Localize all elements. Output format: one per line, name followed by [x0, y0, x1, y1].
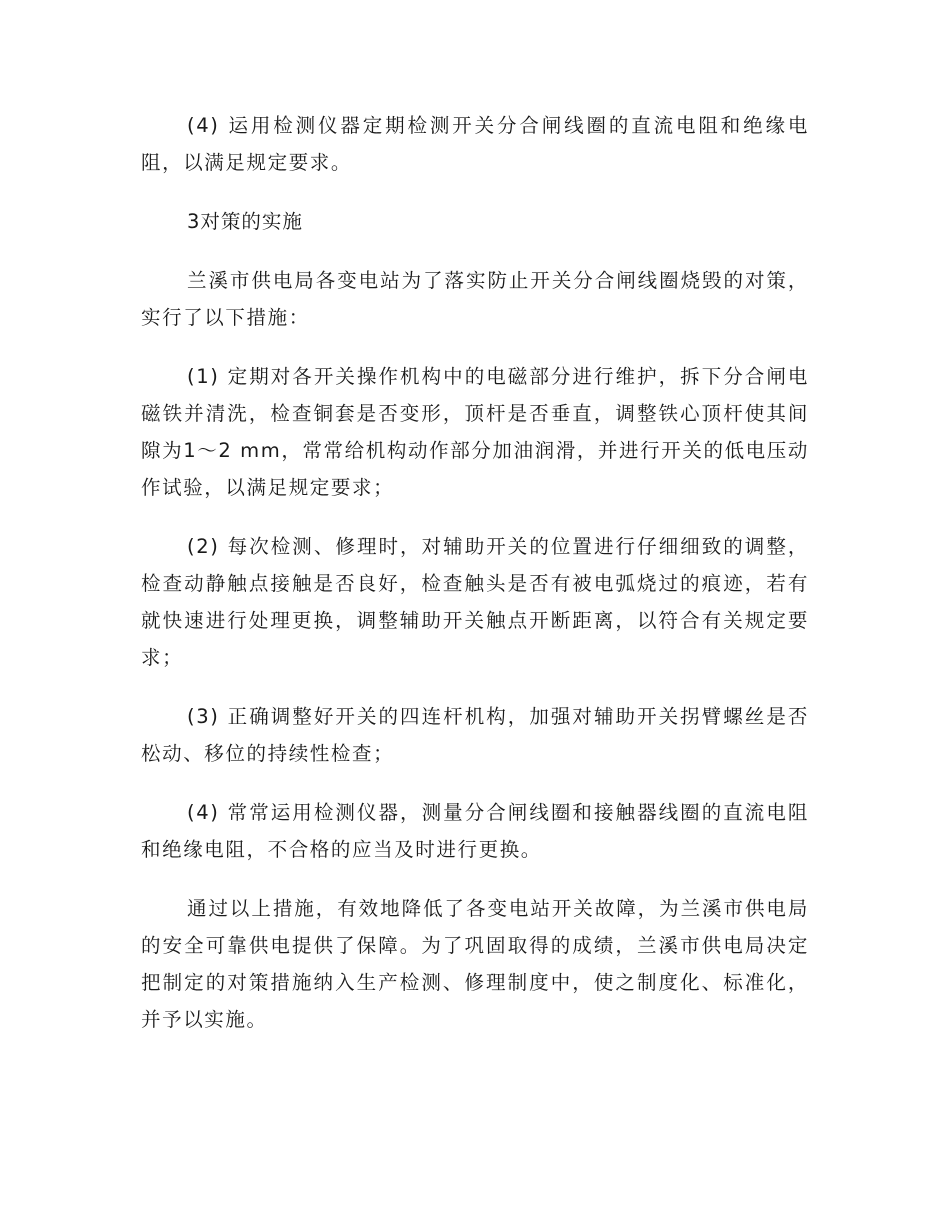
section-heading: 3对策的实施	[187, 210, 303, 233]
paragraph-step-3: (3) 正确调整好开关的四连杆机构，加强对辅助开关拐臂螺丝是否松动、移位的持续性检查；	[141, 705, 809, 765]
paragraph-conclusion: 通过以上措施，有效地降低了各变电站开关故障，为兰溪市供电局的安全可靠供电提供了保障。为了巩固取得的成绩，兰溪市供电局决定把制定的对策措施纳入生产检测、修理制度中，使之制度化、标准化，并予以实施。	[141, 897, 809, 1031]
document-body	[141, 107, 809, 1060]
paragraph-measure-4: (4) 运用检测仪器定期检测开关分合闸线圈的直流电阻和绝缘电阻，以满足规定要求。	[141, 114, 809, 174]
paragraph-step-1: (1) 定期对各开关操作机构中的电磁部分进行维护，拆下分合闸电磁铁并清洗，检查铜套是否变形，顶杆是否垂直，调整铁心顶杆使其间隙为1～2 mm，常常给机构动作部分加油润滑，并进行开关的低电压动作试验，以满足规定要求；	[141, 365, 809, 499]
paragraph-step-4: (4) 常常运用检测仪器，测量分合闸线圈和接触器线圈的直流电阻和绝缘电阻，不合格的应当及时进行更换。	[141, 801, 809, 861]
paragraph-step-2: (2) 每次检测、修理时，对辅助开关的位置进行仔细细致的调整，检查动静触点接触是否良好，检查触头是否有被电弧烧过的痕迹，若有就快速进行处理更换，调整辅助开关触点开断距离，以符合有关规定要求；	[141, 535, 809, 669]
paragraph-intro: 兰溪市供电局各变电站为了落实防止开关分合闸线圈烧毁的对策，实行了以下措施：	[141, 269, 809, 329]
